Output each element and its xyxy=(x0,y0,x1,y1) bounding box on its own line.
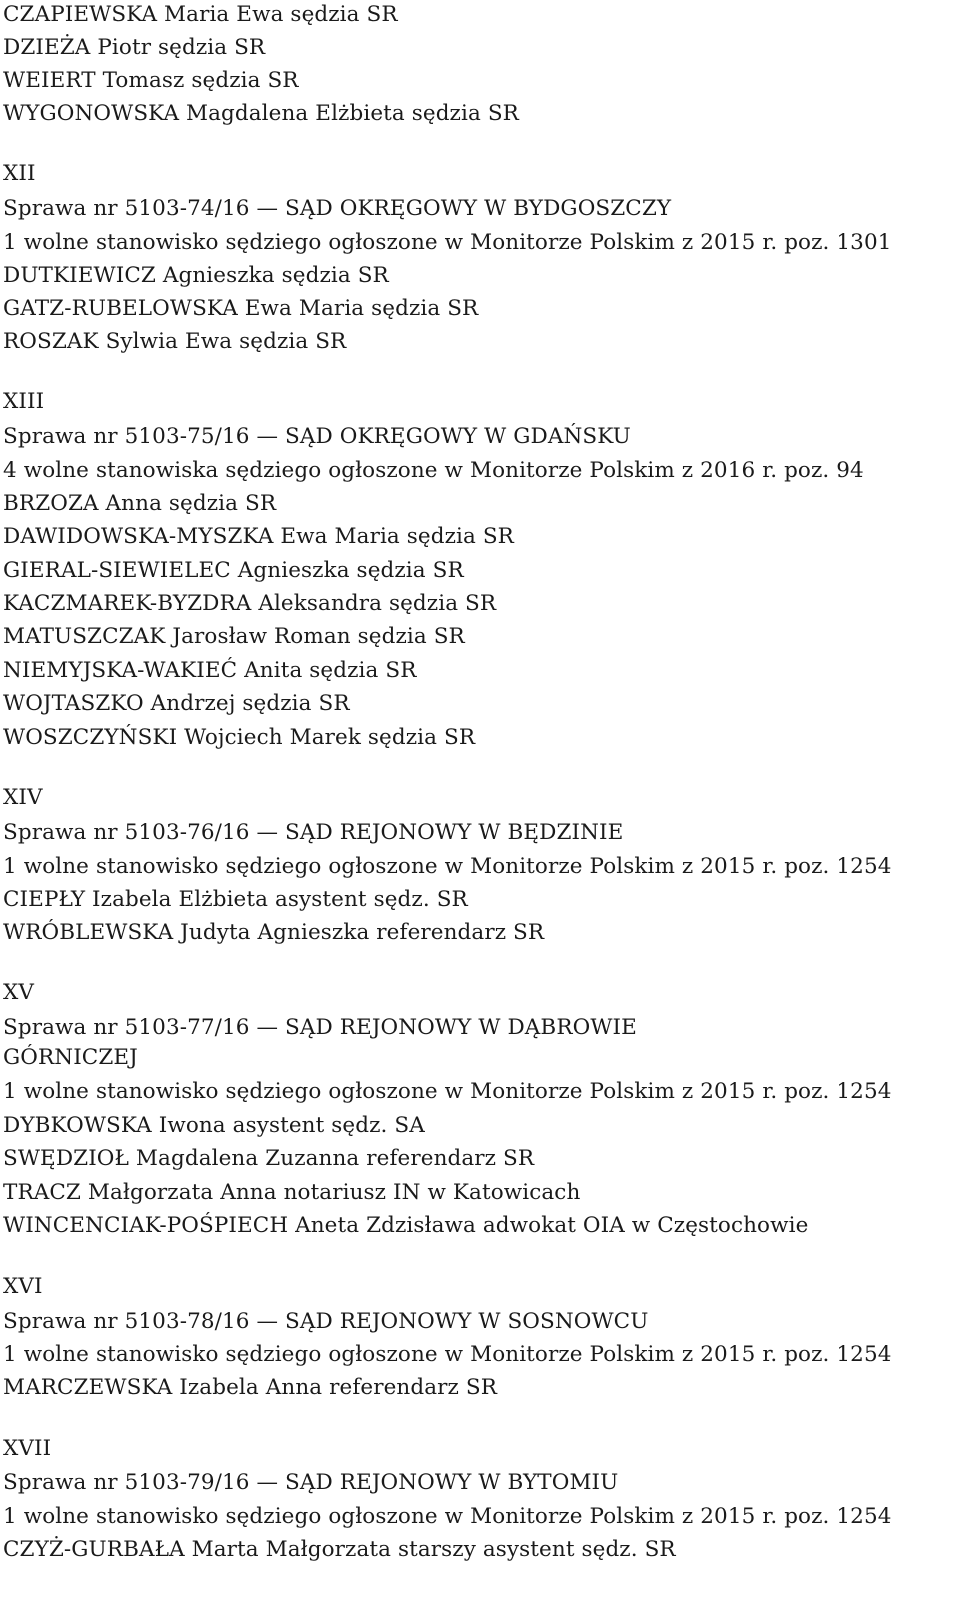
section-number: XII xyxy=(3,161,36,186)
section-number: XVI xyxy=(3,1274,43,1299)
document-page xyxy=(3,0,960,1620)
doc-line: BRZOZA Anna sędzia SR xyxy=(3,491,277,516)
doc-line: WEIERT Tomasz sędzia SR xyxy=(3,68,299,93)
section-number: XV xyxy=(3,980,35,1005)
case-heading: Sprawa nr 5103-75/16 — SĄD OKRĘGOWY W GDAŃSKU xyxy=(3,424,631,449)
doc-line: WINCENCIAK-POŚPIECH Aneta Zdzisława adwokat OIA w Częstochowie xyxy=(3,1213,809,1238)
doc-line: MATUSZCZAK Jarosław Roman sędzia SR xyxy=(3,624,465,649)
doc-line: MARCZEWSKA Izabela Anna referendarz SR xyxy=(3,1375,497,1400)
case-heading: Sprawa nr 5103-74/16 — SĄD OKRĘGOWY W BYDGOSZCZY xyxy=(3,196,672,221)
doc-line: CZYŻ-GURBAŁA Marta Małgorzata starszy asystent sędz. SR xyxy=(3,1537,676,1562)
doc-line: NIEMYJSKA-WAKIEĆ Anita sędzia SR xyxy=(3,658,417,683)
doc-line: GIERAL-SIEWIELEC Agnieszka sędzia SR xyxy=(3,558,464,583)
doc-line: KACZMAREK-BYZDRA Aleksandra sędzia SR xyxy=(3,591,497,616)
doc-line: DUTKIEWICZ Agnieszka sędzia SR xyxy=(3,263,389,288)
doc-line: WOSZCZYŃSKI Wojciech Marek sędzia SR xyxy=(3,725,476,750)
doc-line: ROSZAK Sylwia Ewa sędzia SR xyxy=(3,329,347,354)
doc-line: CIEPŁY Izabela Elżbieta asystent sędz. SR xyxy=(3,887,468,912)
doc-line: DZIEŻA Piotr sędzia SR xyxy=(3,35,266,60)
vacancy-notice: 1 wolne stanowisko sędziego ogłoszone w Monitorze Polskim z 2015 r. poz. 1254 xyxy=(3,1342,892,1367)
section-number: XVII xyxy=(3,1436,52,1461)
vacancy-notice: 1 wolne stanowisko sędziego ogłoszone w Monitorze Polskim z 2015 r. poz. 1301 xyxy=(3,230,892,255)
section-number: XIII xyxy=(3,389,45,414)
case-heading: Sprawa nr 5103-77/16 — SĄD REJONOWY W DĄBROWIE xyxy=(3,1015,637,1040)
case-heading: Sprawa nr 5103-78/16 — SĄD REJONOWY W SOSNOWCU xyxy=(3,1309,649,1334)
doc-line: WOJTASZKO Andrzej sędzia SR xyxy=(3,691,350,716)
case-heading-continued: GÓRNICZEJ xyxy=(3,1045,138,1070)
vacancy-notice: 1 wolne stanowisko sędziego ogłoszone w Monitorze Polskim z 2015 r. poz. 1254 xyxy=(3,854,892,879)
case-heading: Sprawa nr 5103-76/16 — SĄD REJONOWY W BĘDZINIE xyxy=(3,820,624,845)
doc-line: CZAPIEWSKA Maria Ewa sędzia SR xyxy=(3,2,398,27)
doc-line: SWĘDZIOŁ Magdalena Zuzanna referendarz SR xyxy=(3,1146,535,1171)
doc-line: DAWIDOWSKA-MYSZKA Ewa Maria sędzia SR xyxy=(3,524,514,549)
doc-line: WRÓBLEWSKA Judyta Agnieszka referendarz SR xyxy=(3,920,545,945)
doc-line: TRACZ Małgorzata Anna notariusz IN w Katowicach xyxy=(3,1180,581,1205)
doc-line: GATZ-RUBELOWSKA Ewa Maria sędzia SR xyxy=(3,296,479,321)
case-heading: Sprawa nr 5103-79/16 — SĄD REJONOWY W BYTOMIU xyxy=(3,1470,619,1495)
doc-line: WYGONOWSKA Magdalena Elżbieta sędzia SR xyxy=(3,101,519,126)
vacancy-notice: 1 wolne stanowisko sędziego ogłoszone w Monitorze Polskim z 2015 r. poz. 1254 xyxy=(3,1079,892,1104)
vacancy-notice: 1 wolne stanowisko sędziego ogłoszone w Monitorze Polskim z 2015 r. poz. 1254 xyxy=(3,1504,892,1529)
doc-line: DYBKOWSKA Iwona asystent sędz. SA xyxy=(3,1113,425,1138)
section-number: XIV xyxy=(3,785,43,810)
vacancy-notice: 4 wolne stanowiska sędziego ogłoszone w Monitorze Polskim z 2016 r. poz. 94 xyxy=(3,458,864,483)
